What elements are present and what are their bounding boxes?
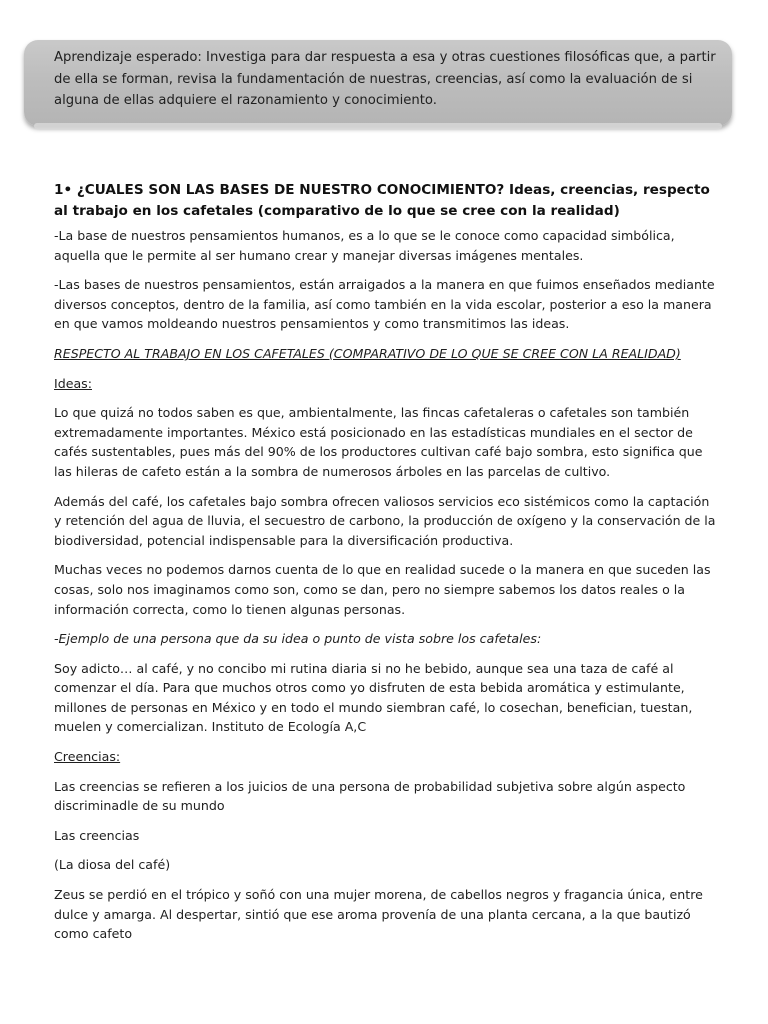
document-body xyxy=(54,180,716,954)
paragraph-creencias-1: Las creencias se refieren a los juicios de una persona de probabilidad subjetiva sobre algún aspecto discriminadle de su mundo xyxy=(54,778,686,814)
coffee-work-subheading: RESPECTO AL TRABAJO EN LOS CAFETALES (COMPARATIVO DE LO QUE SE CREE CON LA REALIDAD) xyxy=(54,345,681,361)
paragraph-symbolic-capacity: -La base de nuestros pensamientos humanos, es a lo que se le conoce como capacidad simbólica, aquella que le permite al ser humano crear y manejar diversas imágenes mentales. xyxy=(54,228,675,263)
paragraph-thought-bases: -Las bases de nuestros pensamientos, están arraigados a la manera en que fuimos enseñados mediante diversos conceptos, dentro de la familia, así como también en la vida escolar, posterior a eso la manera en que vamos moldeando nuestros pensamientos y como transmitimos las ideas. xyxy=(54,277,715,332)
objective-banner xyxy=(24,40,732,128)
section-heading: 1• ¿CUALES SON LAS BASES DE NUESTRO CONOCIMIENTO? Ideas, creencias, respecto al trabajo en los cafetales (comparativo de lo que se cree con la realidad) xyxy=(54,182,710,219)
objective-text: Aprendizaje esperado: Investiga para dar respuesta a esa y otras cuestiones filosóficas que, a partir de ella se forman, revisa la fundamentación de nuestras, creencias, así como la evaluación de si alguna de ellas adquiere el razonamiento y conocimiento. xyxy=(54,50,716,108)
paragraph-ideas-1: Lo que quizá no todos saben es que, ambientalmente, las fincas cafetaleras o cafetales son también extremadamente importantes. México está posicionado en las estadísticas mundiales en el sector de cafés sustentables, pues más del 90% de los productores cultivan café bajo sombra, esto significa que las hileras de cafeto están a la sombra de numerosos árboles en las parcelas de cultivo. xyxy=(54,405,703,479)
paragraph-creencias-3: (La diosa del café) xyxy=(54,857,171,873)
paragraph-ideas-3: Muchas veces no podemos darnos cuenta de lo que en realidad sucede o la manera en que suceden las cosas, solo nos imaginamos como son, como se dan, pero no siempre sabemos los datos reales o la información correcta, como lo tienen algunas personas. xyxy=(54,562,711,617)
example-label: -Ejemplo de una persona que da su idea o punto de vista sobre los cafetales: xyxy=(54,631,542,647)
paragraph-ideas-2: Además del café, los cafetales bajo sombra ofrecen valiosos servicios eco sistémicos como la captación y retención del agua de lluvia, el secuestro de carbono, la producción de oxígeno y la conservación de la biodiversidad, potencial indispensable para la diversificación productiva. xyxy=(54,493,716,548)
creencias-label: Creencias: xyxy=(54,749,121,765)
paragraph-example: Soy adicto… al café, y no concibo mi rutina diaria si no he bebido, aunque sea una taza de café al comenzar el día. Para que muchos otros como yo disfruten de esta bebida aromática y estimulante, millones de personas en México y en todo el mundo siembran café, lo cosechan, benefician, tuestan, muelen y comercializan. Instituto de Ecología A,C xyxy=(54,660,693,735)
paragraph-creencias-2: Las creencias xyxy=(54,827,140,843)
paragraph-creencias-4: Zeus se perdió en el trópico y soñó con una mujer morena, de cabellos negros y fragancia única, entre dulce y amarga. Al despertar, sintió que ese aroma provenía de una planta cercana, a la que bautizó como cafeto xyxy=(54,887,703,942)
ideas-label: Ideas: xyxy=(54,375,92,391)
